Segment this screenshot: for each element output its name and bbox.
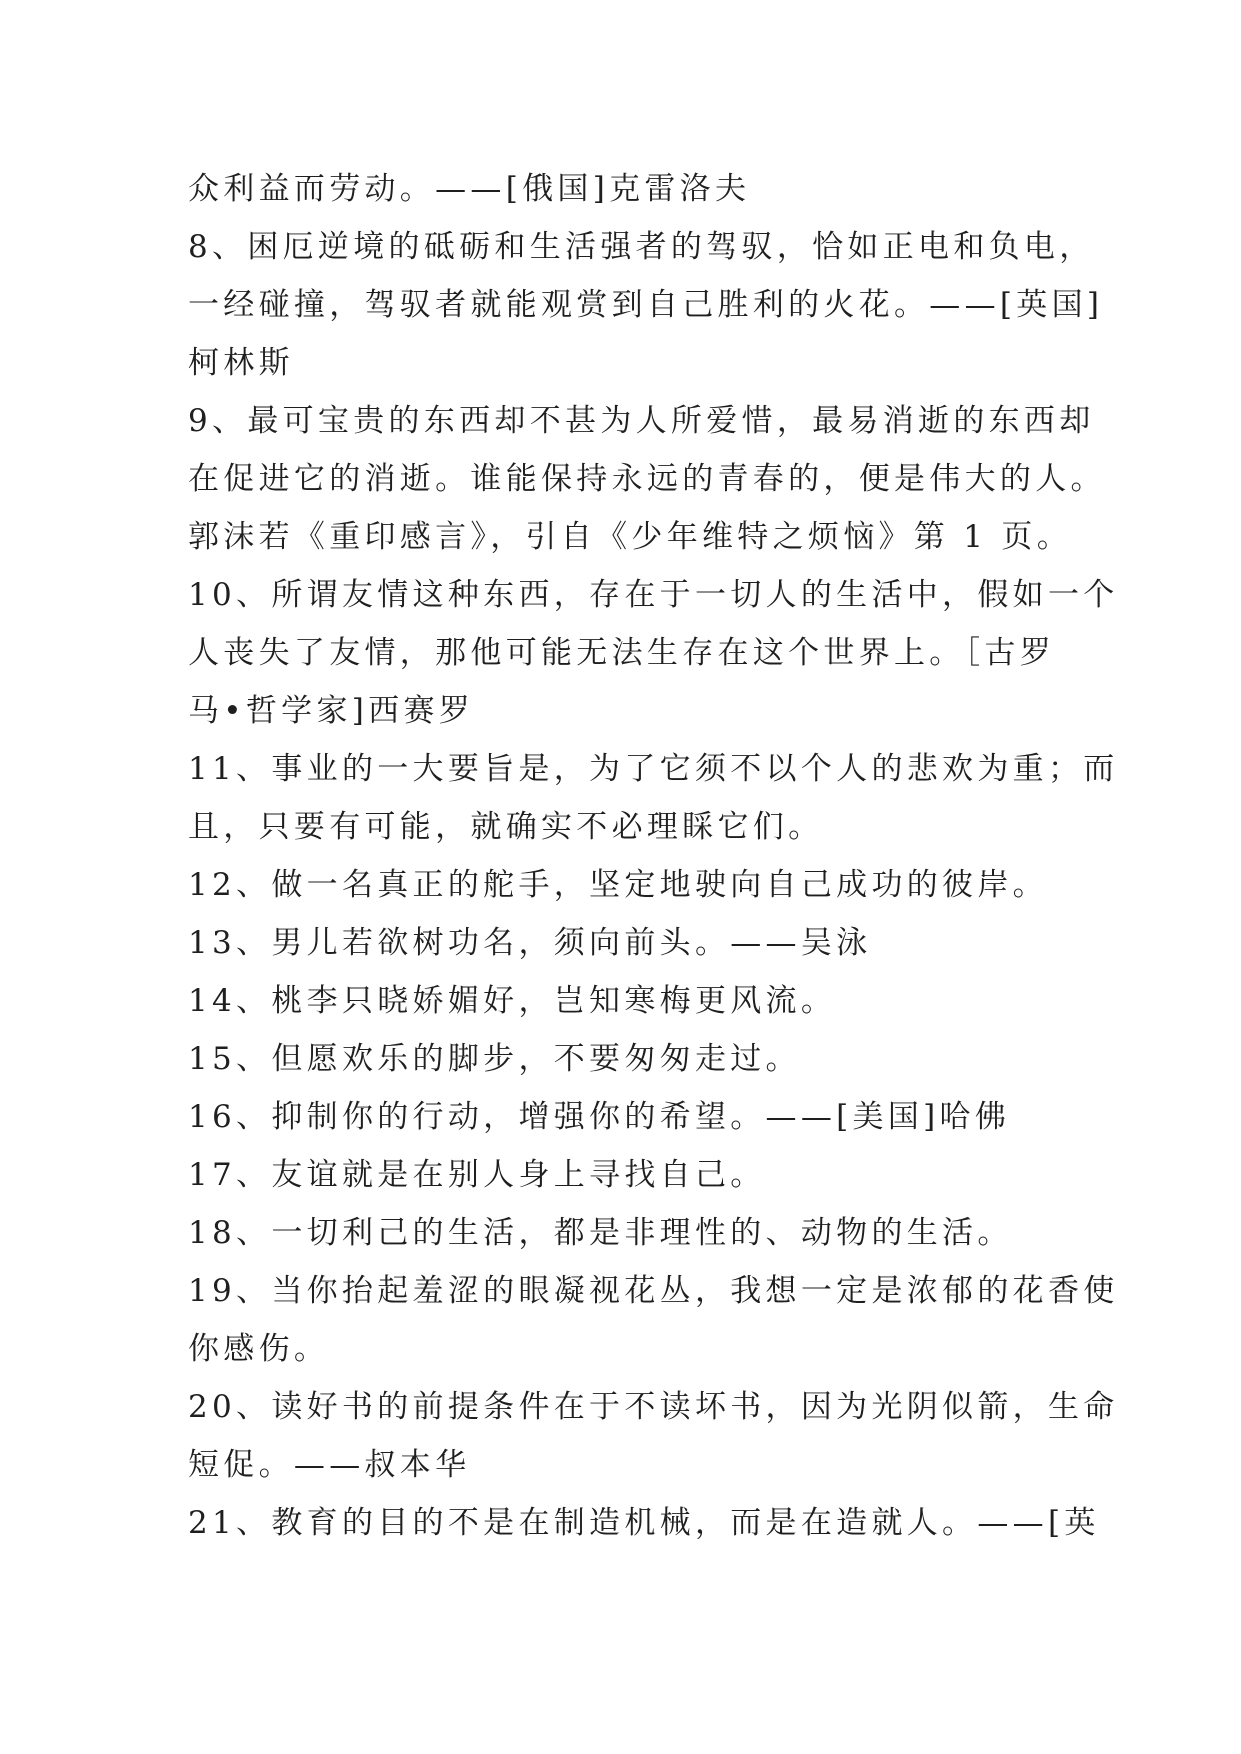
text-line: 15、但愿欢乐的脚步，不要匆匆走过。 (188, 1041, 801, 1077)
text-line: 9、最可宝贵的东西却不甚为人所爱惜，最易消逝的东西却 (188, 403, 1095, 439)
text-line: 21、教育的目的不是在制造机械，而是在造就人。——[英 (188, 1505, 1100, 1541)
text-line: 18、一切利己的生活，都是非理性的、动物的生活。 (188, 1215, 1013, 1251)
text-line: 19、当你抬起羞涩的眼凝视花丛，我想一定是浓郁的花香使 (188, 1273, 1119, 1309)
text-line: 郭沫若《重印感言》，引自《少年维特之烦恼》第 1 页。 (188, 519, 1073, 555)
text-line: 17、友谊就是在别人身上寻找自己。 (188, 1157, 766, 1193)
text-line: 12、做一名真正的舵手，坚定地驶向自己成功的彼岸。 (188, 867, 1048, 903)
text-line: 20、读好书的前提条件在于不读坏书，因为光阴似箭，生命 (188, 1389, 1119, 1425)
text-line: 14、桃李只晓娇媚好，岂知寒梅更风流。 (188, 983, 837, 1019)
text-line: 13、男儿若欲树功名，须向前头。——吴泳 (188, 925, 872, 961)
text-line: 短促。——叔本华 (188, 1447, 471, 1483)
text-line: 且，只要有可能，就确实不必理睬它们。 (188, 809, 824, 845)
text-line: 众利益而劳动。——[俄国]克雷洛夫 (188, 171, 751, 207)
text-line: 你感伤。 (188, 1331, 330, 1367)
text-line: 人丧失了友情，那他可能无法生存在这个世界上。［古罗 (188, 635, 1055, 671)
quote-text-block (188, 160, 1119, 1552)
text-line: 在促进它的消逝。谁能保持永远的青春的，便是伟大的人。 (188, 461, 1106, 497)
text-line: 一经碰撞，驾驭者就能观赏到自己胜利的火花。——[英国] (188, 287, 1104, 323)
text-line: 8、困厄逆境的砥砺和生活强者的驾驭，恰如正电和负电， (188, 229, 1095, 265)
text-line: 11、事业的一大要旨是，为了它须不以个人的悲欢为重；而 (188, 751, 1119, 787)
text-line: 柯林斯 (188, 345, 294, 381)
text-line: 16、抑制你的行动，增强你的希望。——[美国]哈佛 (188, 1099, 1011, 1135)
text-line: 马•哲学家]西赛罗 (188, 693, 475, 729)
text-line: 10、所谓友情这种东西，存在于一切人的生活中，假如一个 (188, 577, 1119, 613)
